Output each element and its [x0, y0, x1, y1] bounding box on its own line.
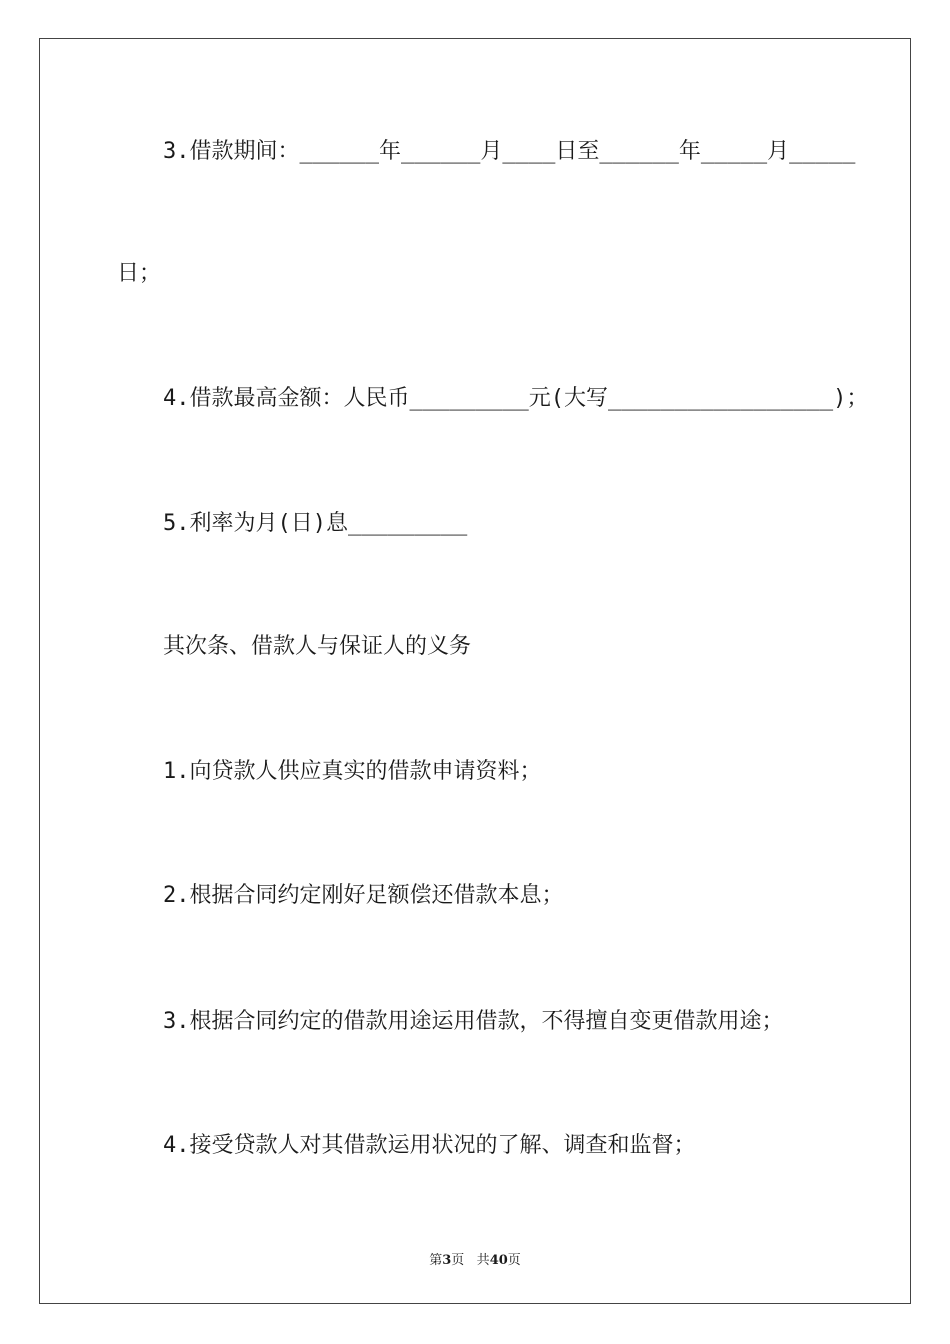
- interest-rate-line: 5.利率为月(日)息_________: [163, 511, 468, 536]
- obligation-item-4: 4.接受贷款人对其借款运用状况的了解、调查和监督；: [163, 1133, 696, 1158]
- obligation-item-3: 3.根据合同约定的借款用途运用借款，不得擅自变更借款用途；: [163, 1009, 784, 1034]
- loan-period-line-continued: 日；: [117, 261, 162, 286]
- page-footer: [0, 1249, 950, 1268]
- total-prefix: 共: [476, 1253, 490, 1268]
- loan-period-line: 3.借款期间：______年______月____日至______年_____月_____: [163, 139, 856, 164]
- section-heading: 其次条、借款人与保证人的义务: [163, 634, 472, 659]
- max-loan-amount-line: 4.借款最高金额：人民币_________元(大写_________________)；: [163, 386, 869, 411]
- page-prefix: 第: [429, 1253, 443, 1268]
- total-suffix: 页: [507, 1253, 521, 1268]
- obligation-item-1: 1.向贷款人供应真实的借款申请资料；: [163, 759, 542, 784]
- page-border: [39, 38, 911, 1304]
- obligation-item-2: 2.根据合同约定刚好足额偿还借款本息；: [163, 883, 564, 908]
- page-number: 3: [442, 1253, 452, 1268]
- total-pages: 40: [489, 1253, 508, 1268]
- page-suffix: 页: [451, 1253, 465, 1268]
